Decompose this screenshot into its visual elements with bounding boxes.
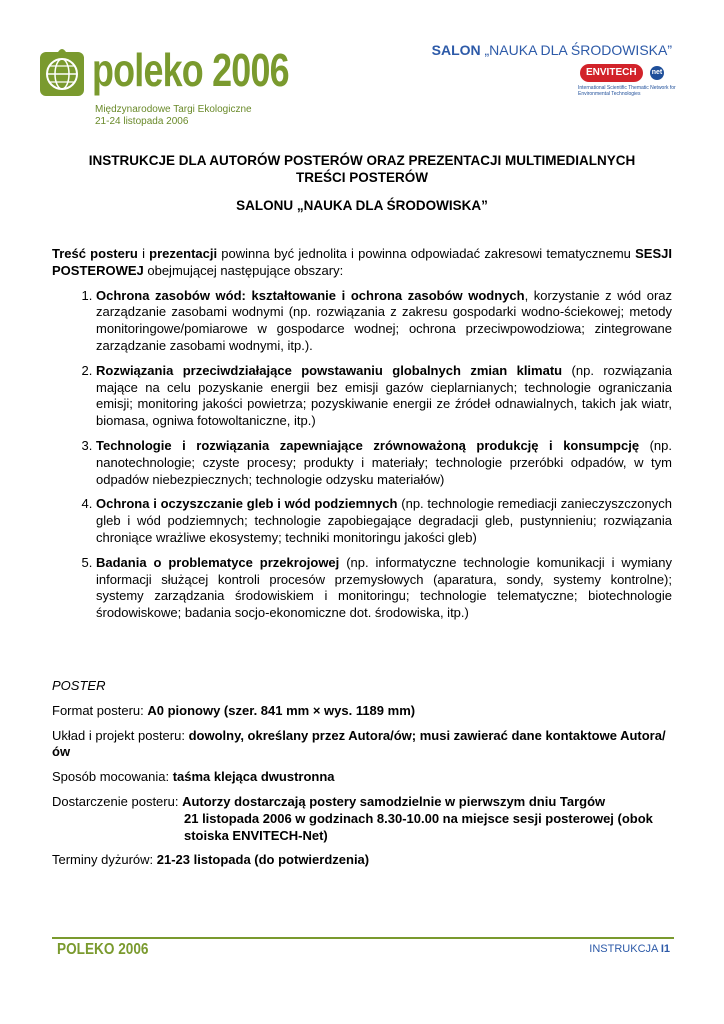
salon-prefix: SALON [431,42,481,58]
list-item [96,363,672,430]
doc-number: I1 [660,943,670,955]
delivery-row [52,794,672,844]
title-line-2: TREŚCI POSTERÓW [295,170,428,185]
delivery-value-1: Autorzy dostarczają postery samodzielnie w pierwszym dniu Targów [182,793,606,809]
topic-description: (np. rozwiązania mające na celu pozyskanie energii bez emisji gazów cieplarnianych; technologie ograniczania emisji; monitoring jakości powietrza; pozyskiwanie energii ze źródeł odnawialnych, takich jak wiatr, biomasa, ogniwa fotowoltaniczne, itp.) [96,362,672,429]
salon-title [432,42,672,58]
topic-title: Rozwiązania przeciwdziałające powstawaniu globalnych zmian klimatu [96,362,563,378]
poster-section [52,678,672,877]
topic-title: Ochrona zasobów wód: kształtowanie i ochrona zasobów wodnych [96,287,525,303]
format-label: Format posteru: [52,702,148,718]
intro-bold-3: SESJI POSTEROWEJ [52,246,672,278]
mount-row [52,769,672,786]
mount-label: Sposób mocowania: [52,769,173,785]
footer-logo: POLEKO 2006 [57,941,149,958]
duty-row [52,852,672,869]
document-title [52,152,672,186]
topic-description: (np. technologie remediacji zanieczyszczonych gleb i wód podziemnych; technologie zapobiegające degradacji gleb, pustynnieniu; rozwiązania chroniące wrażliwe ekosystemy; techniki monitoringu jakości gleb) [96,496,672,545]
format-value: A0 pionowy (szer. 841 mm × wys. 1189 mm) [147,702,416,718]
content-section [52,246,672,630]
doc-label: INSTRUKCJA [589,943,661,955]
format-row [52,703,672,720]
topic-description: (np. nanotechnologie; czyste procesy; produkty i materiały; technologie przeróbki odpadów, w tym odpadów niebezpiecznych; technologie odzysku materiałów) [96,437,672,487]
layout-value: dowolny, określany przez Autora/ów; musi zawierać dane kontaktowe Autora/ów [52,727,666,760]
page-header [0,0,724,140]
envitech-subtitle: International Scientific Thematic Network for Environmental Technologies [578,85,676,97]
document-subtitle: SALONU „NAUKA DLA ŚRODOWISKA” [236,198,488,213]
fair-dates: 21-24 listopada 2006 [95,116,189,127]
duty-label: Terminy dyżurów: [52,852,157,868]
list-item [96,496,672,546]
envitech-logo [572,62,680,100]
intro-paragraph [52,246,672,280]
envitech-net-badge: net [650,66,664,80]
delivery-value-2: 21 listopada 2006 w godzinach 8.30-10.00 na miejsce sesji posterowej (obok stoiska ENVITECH-Net) [184,810,653,843]
topic-title: Badania o problematyce przekrojowej [96,554,340,570]
list-item [96,288,672,355]
globe-icon [38,46,88,102]
list-item [96,555,672,622]
topic-description: (np. informatyczne technologie komunikacji i wymiany informacji służącej kontroli procesów przemysłowych (aparatura, sondy, systemy kontrolne); systemy zarządzania środowiskiem i monitoringu; technologie telematyczne; biotechnologie środowiskowe; badania socjo-ekonomiczne dot. środowiska, itp.) [96,554,672,621]
topic-title: Ochrona i oczyszczanie gleb i wód podziemnych [96,496,398,512]
envitech-badge: ENVITECH [580,64,643,82]
intro-bold-1: Treść posteru [52,246,138,261]
salon-name: „NAUKA DLA ŚRODOWISKA” [484,42,672,58]
topic-title: Technologie i rozwiązania zapewniające zrównoważoną produkcję i konsumpcję [96,437,640,453]
delivery-label: Dostarczenie posteru: [52,793,183,809]
poleko-logo [38,44,289,102]
layout-row [52,728,672,762]
title-line-1: INSTRUKCJE DLA AUTORÓW POSTERÓW ORAZ PREZENTACJI MULTIMEDIALNYCH [88,153,636,168]
intro-text-1: i [137,246,150,261]
footer-divider [52,937,674,939]
logo-wordmark: poleko 2006 [92,44,289,96]
duty-value: 21-23 listopada (do potwierdzenia) [156,852,370,868]
topic-description: , korzystanie z wód oraz zarządzanie zasobami wodnymi (np. rozwiązania z zakresu gospodarki wodno-ściekowej; metody monitoringowe/pomiarowe w gospodarce wodnej; ochrona przeciwpowodziowa; zintegrowane zarządzanie zasobami wodnymi, itp.). [96,287,673,353]
fair-name [95,104,252,128]
intro-bold-2: prezentacji [149,246,218,261]
list-item [96,438,672,488]
footer-doc-label [589,943,670,955]
layout-label: Układ i projekt posteru: [52,727,189,743]
intro-text-3: obejmującej następujące obszary: [143,262,344,278]
mount-value: taśma klejąca dwustronna [172,769,335,785]
fair-title: Międzynarodowe Targi Ekologiczne [95,104,252,115]
poster-heading: POSTER [52,678,106,693]
topic-list [52,288,672,622]
intro-text-2: powinna być jednolita i powinna odpowiadać zakresowi tematycznemu [217,246,636,261]
